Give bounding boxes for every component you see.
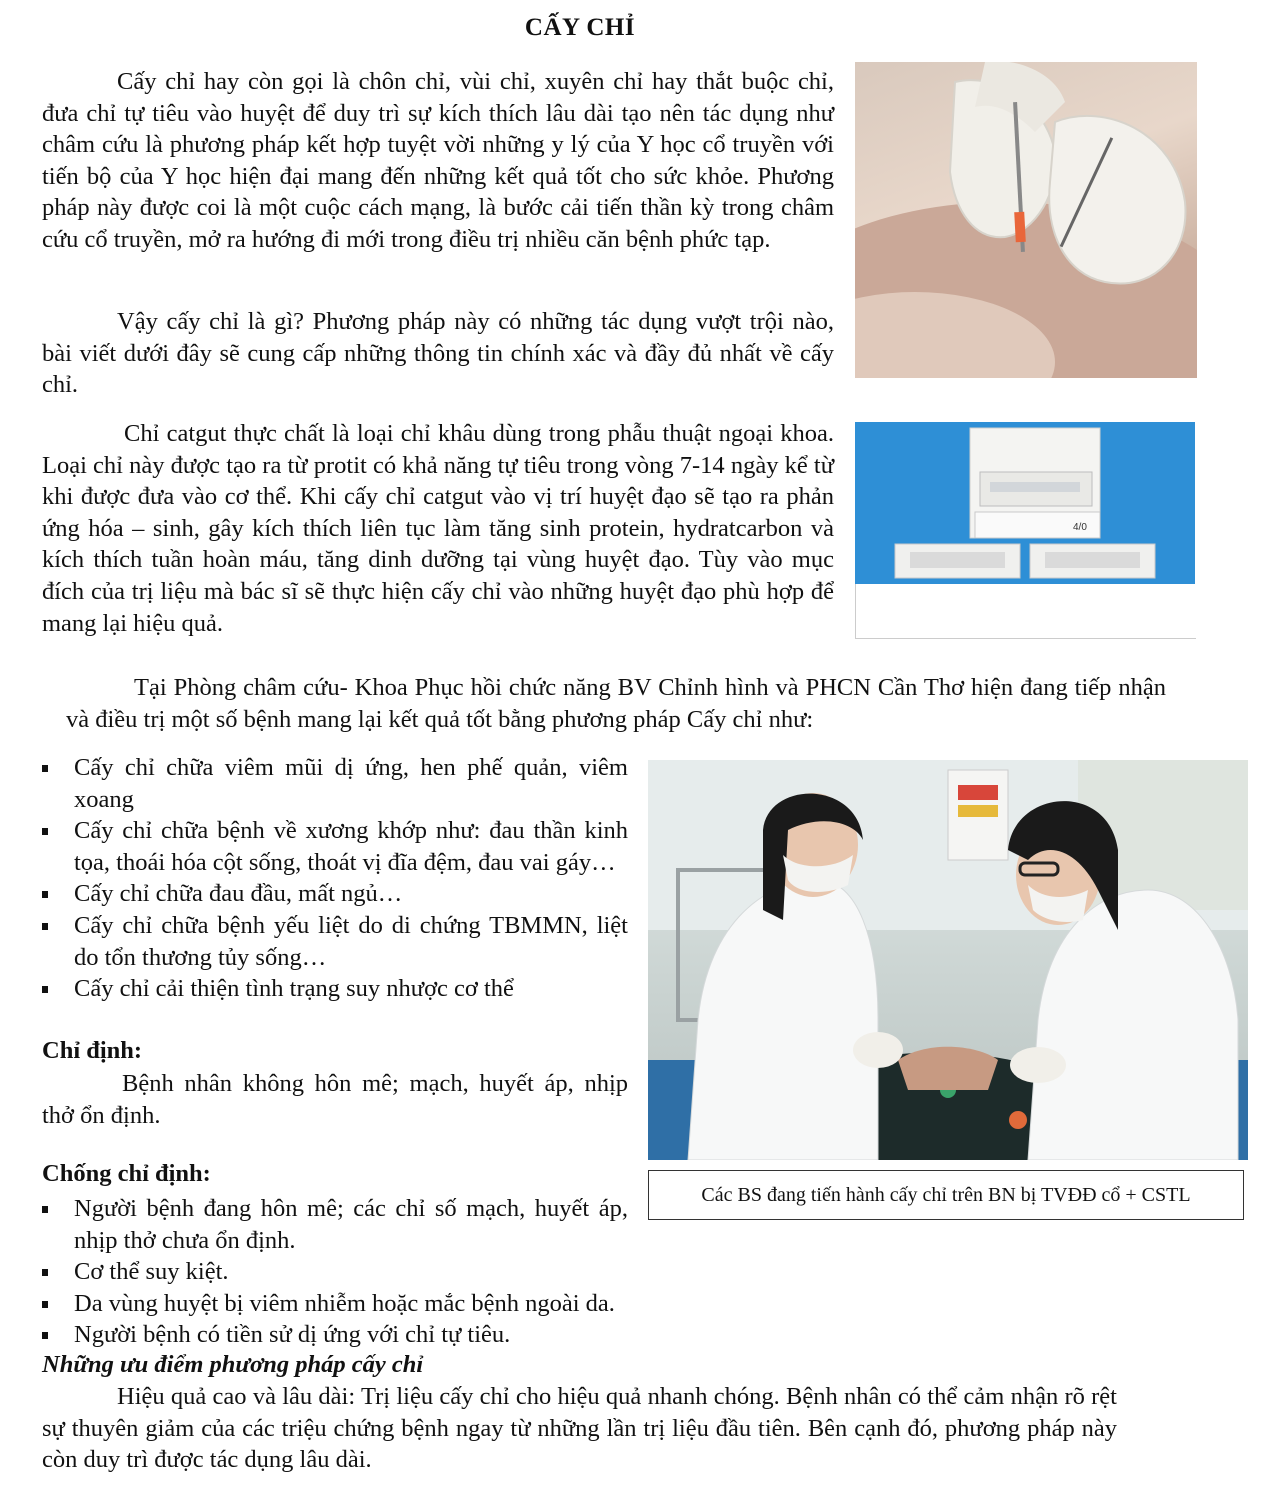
doctors-procedure-photo xyxy=(648,760,1248,1160)
catgut-package-illustration xyxy=(855,422,1195,584)
advantages-heading: Những ưu điểm phương pháp cấy chỉ xyxy=(42,1351,424,1378)
list-item: Cấy chỉ chữa bệnh về xương khớp như: đau thần kinh tọa, thoái hóa cột sống, thoát vị đĩa đệm, đau vai gáy… xyxy=(42,815,628,878)
indication-heading: Chỉ định: xyxy=(42,1037,143,1064)
package-size-label: 4/0 xyxy=(1073,522,1087,533)
list-item: Cấy chỉ cải thiện tình trạng suy nhược cơ thể xyxy=(42,973,628,1005)
intro-paragraph: Cấy chỉ hay còn gọi là chôn chỉ, vùi chỉ, xuyên chỉ hay thắt buộc chỉ, đưa chỉ tự tiêu vào huyệt để duy trì sự kích thích lâu dài tạo nên tác dụng như châm cứu là phương pháp kết hợp tuyệt vời những y lý của Y học cổ truyền với tiến bộ của Y học hiện đại mang đến những kết quả tốt cho sức khỏe. Phương pháp này được coi là một cuộc cách mạng, là bước cải tiến thần kỳ trong châm cứu cổ truyền, mở ra hướng đi mới trong điều trị nhiều căn bệnh phức tạp. xyxy=(42,68,834,253)
contraindication-heading: Chống chỉ định: xyxy=(42,1160,211,1187)
doctors-procedure-illustration xyxy=(648,760,1248,1160)
contraindication-list xyxy=(42,1193,682,1351)
list-item: Người bệnh có tiền sử dị ứng với chỉ tự tiêu. xyxy=(42,1319,682,1351)
catgut-package-photo xyxy=(855,422,1195,584)
catgut-paragraph: Chỉ catgut thực chất là loại chỉ khâu dùng trong phẫu thuật ngoại khoa. Loại chỉ này được tạo ra từ protit có khả năng tự tiêu trong vòng 7-14 ngày kể từ khi được đưa vào cơ thể. Khi cấy chỉ catgut vào vị trí huyệt đạo sẽ tạo ra phản ứng hóa – sinh, gây kích thích liên tục làm tăng sinh protein, hydratcarbon và kích thích tuần hoàn máu, tăng dinh dưỡng tại vùng huyệt đạo. Tùy vào mục đích của trị liệu mà bác sĩ sẽ thực hiện cấy chỉ vào những huyệt đạo phù hợp để mang lại hiệu quả. xyxy=(42,420,834,637)
list-item: Cơ thể suy kiệt. xyxy=(42,1256,682,1288)
advantage-paragraph: Hiệu quả cao và lâu dài: Trị liệu cấy chỉ cho hiệu quả nhanh chóng. Bệnh nhân có thể cảm nhận rõ rệt sự thuyên giảm của các triệu chứng bệnh ngay từ những lần trị liệu đầu tiên. Bên cạnh đó, phương pháp này còn duy trì được tác dụng lâu dài. xyxy=(42,1383,1117,1474)
photo-caption: Các BS đang tiến hành cấy chỉ trên BN bị TVĐĐ cổ + CSTL xyxy=(648,1170,1244,1220)
needle-insertion-illustration xyxy=(855,62,1197,378)
package-photo-frame xyxy=(855,584,1196,639)
list-item: Người bệnh đang hôn mê; các chỉ số mạch, huyết áp, nhịp thở chưa ổn định. xyxy=(42,1193,628,1256)
list-item: Cấy chỉ chữa viêm mũi dị ứng, hen phế quản, viêm xoang xyxy=(42,752,628,815)
list-item: Da vùng huyệt bị viêm nhiễm hoặc mắc bệnh ngoài da. xyxy=(42,1288,682,1320)
list-item: Cấy chỉ chữa bệnh yếu liệt do di chứng TBMMN, liệt do tổn thương tủy sống… xyxy=(42,910,628,973)
question-paragraph: Vậy cấy chỉ là gì? Phương pháp này có những tác dụng vượt trội nào, bài viết dưới đây sẽ cung cấp những thông tin chính xác và đầy đủ nhất về cấy chỉ. xyxy=(42,308,834,399)
page-title: CẤY CHỈ xyxy=(524,14,636,41)
hospital-paragraph: Tại Phòng châm cứu- Khoa Phục hồi chức năng BV Chỉnh hình và PHCN Cần Thơ hiện đang tiếp nhận và điều trị một số bệnh mang lại kết quả tốt bằng phương pháp Cấy chỉ như: xyxy=(66,674,1166,733)
needle-insertion-photo xyxy=(855,62,1197,378)
disease-list xyxy=(42,752,628,1005)
list-item: Cấy chỉ chữa đau đầu, mất ngủ… xyxy=(42,878,628,910)
indication-paragraph: Bệnh nhân không hôn mê; mạch, huyết áp, nhịp thở ổn định. xyxy=(42,1070,628,1129)
